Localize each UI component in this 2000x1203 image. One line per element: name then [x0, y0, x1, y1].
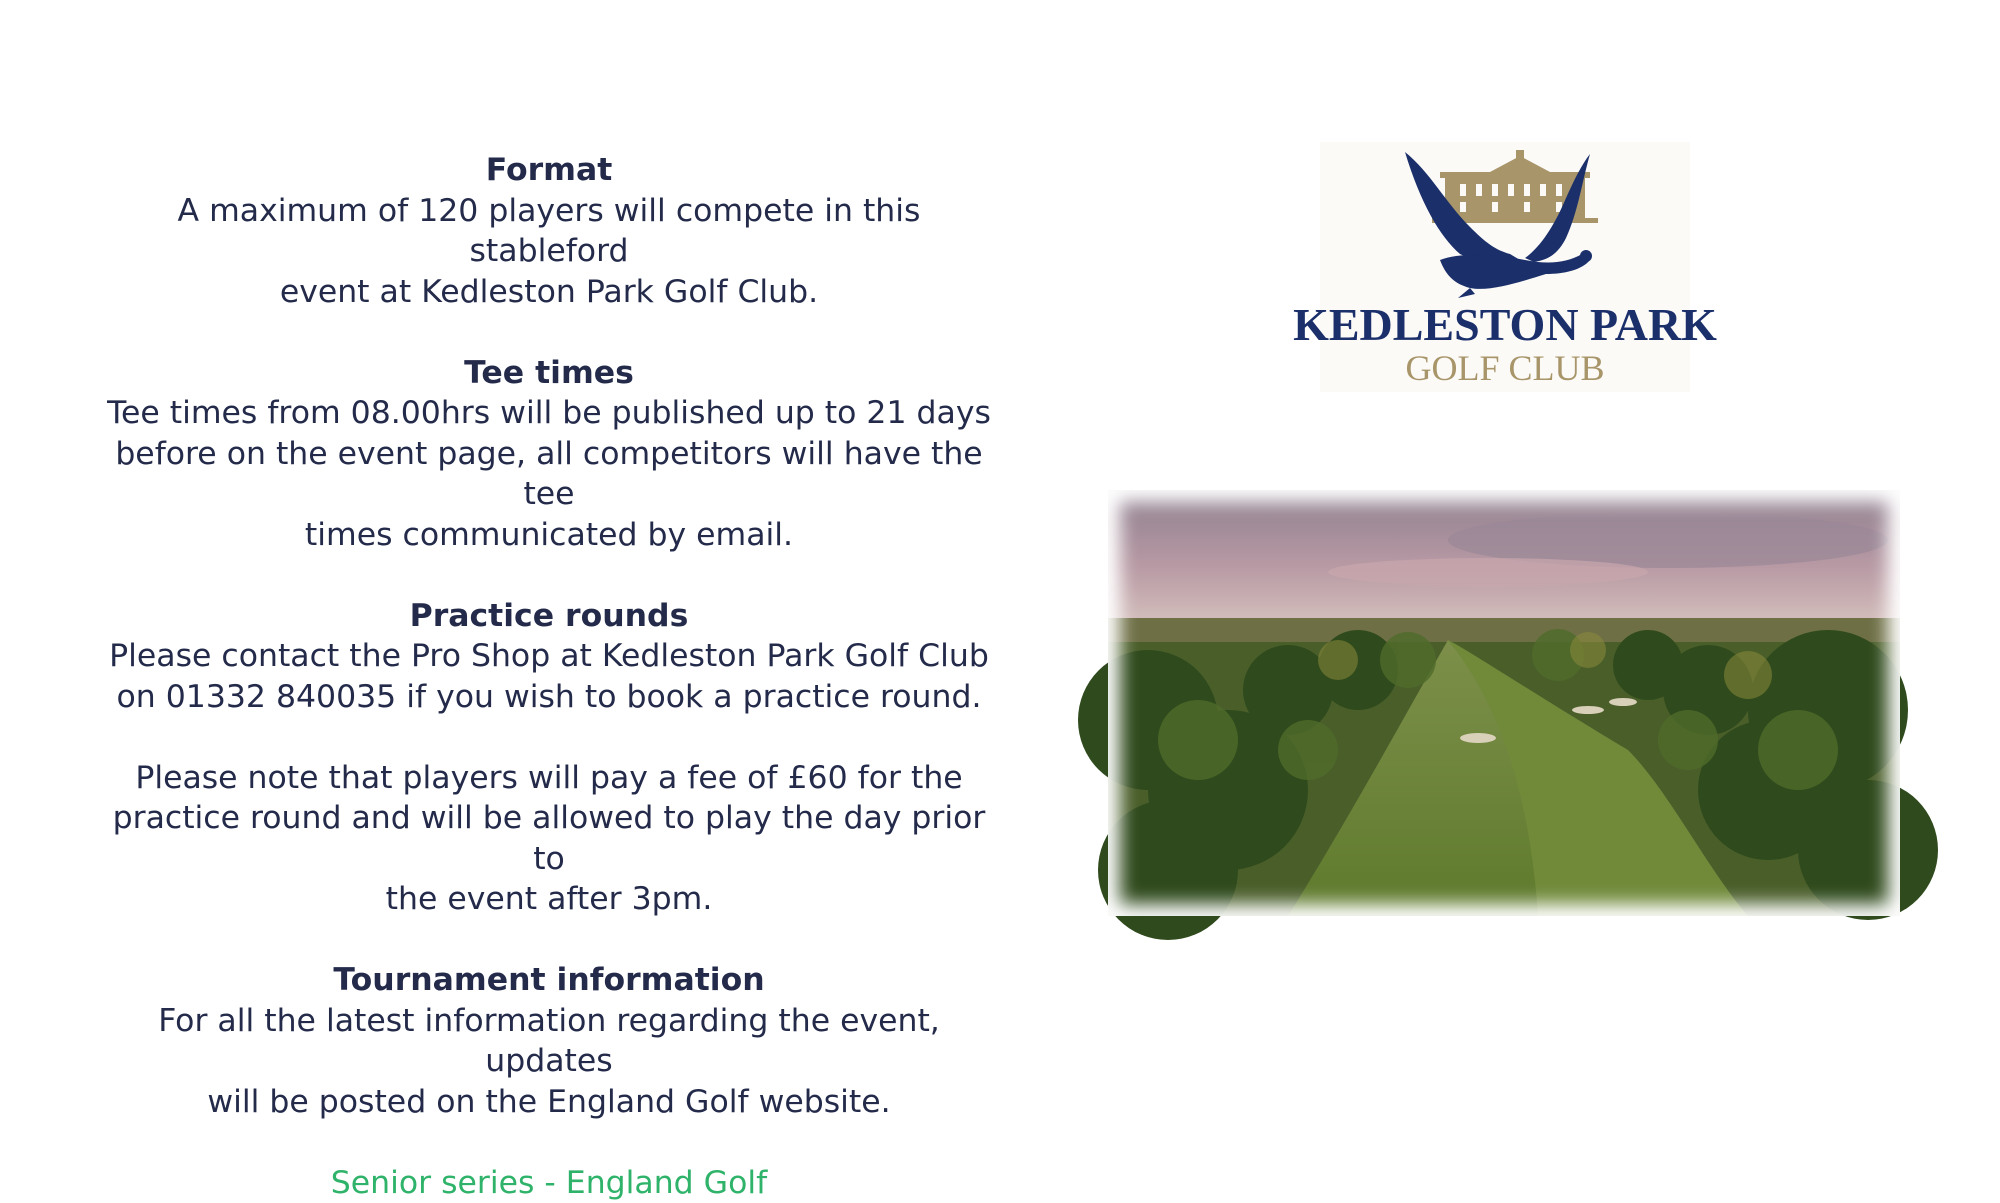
format-text-line: event at Kedleston Park Golf Club.	[279, 273, 819, 310]
practice-rounds-heading: Practice rounds	[409, 597, 689, 634]
practice-fee-section	[96, 758, 1002, 920]
tee-times-text-line: before on the event page, all competitors will have the tee	[115, 435, 983, 512]
practice-rounds-section	[96, 596, 1002, 718]
format-heading: Format	[485, 152, 613, 188]
tournament-information-text-line: For all the latest information regarding the event, updates	[158, 1002, 940, 1079]
tournament-information-heading: Tournament information	[333, 962, 765, 998]
tee-times-text-line: times communicated by email.	[304, 516, 794, 553]
practice-fee-text-line: the event after 3pm.	[385, 881, 713, 917]
svg-text:GOLF CLUB: GOLF CLUB	[1405, 348, 1605, 388]
goose-emblem-icon	[1293, 142, 1717, 392]
golf-course-aerial-photo	[1108, 490, 1900, 916]
svg-text:KEDLESTON PARK: KEDLESTON PARK	[1293, 299, 1717, 350]
event-info-column	[96, 150, 1002, 1203]
practice-fee-text-line: practice round and will be allowed to play the day prior to	[112, 800, 986, 877]
kedleston-park-logo	[1293, 142, 1717, 392]
format-section	[96, 150, 1002, 312]
practice-fee-text-line: Please note that players will pay a fee of £60 for the	[135, 759, 963, 796]
tee-times-section	[96, 353, 1002, 556]
tournament-information-text-line: will be posted on the England Golf website.	[207, 1083, 891, 1120]
tee-times-heading: Tee times	[464, 354, 634, 391]
tournament-information-section	[96, 960, 1002, 1122]
format-text-line: A maximum of 120 players will compete in this stableford	[177, 192, 921, 269]
golf-course-image	[1108, 490, 1900, 916]
practice-rounds-text-line: on 01332 840035 if you wish to book a practice round.	[116, 678, 982, 715]
practice-rounds-text-line: Please contact the Pro Shop at Kedleston Park Golf Club	[109, 638, 989, 674]
tee-times-text-line: Tee times from 08.00hrs will be published up to 21 days	[107, 395, 991, 431]
senior-series-link[interactable]: Senior series - England Golf	[330, 1164, 768, 1201]
